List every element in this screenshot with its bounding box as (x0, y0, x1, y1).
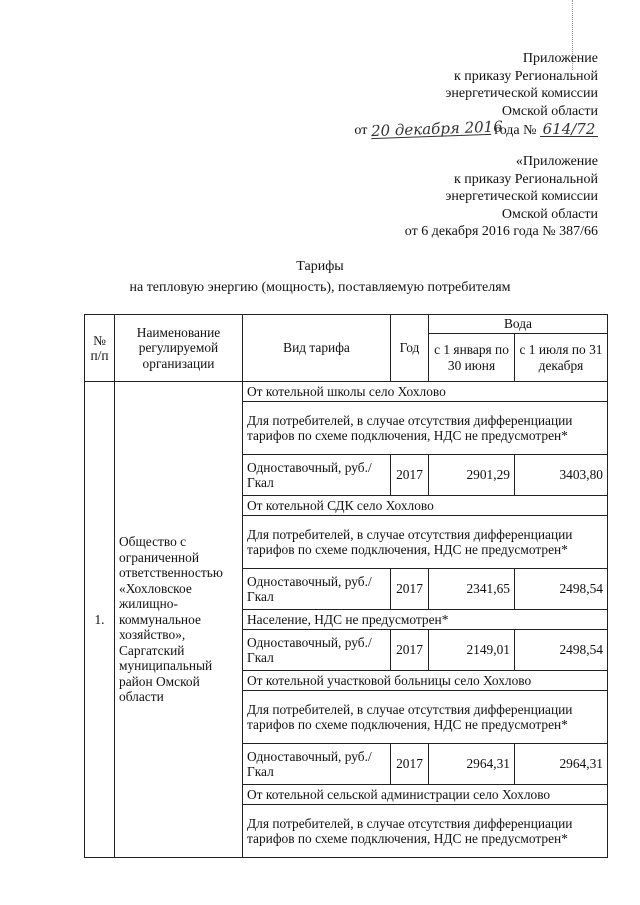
organization-name: Общество с ограниченной ответственностью «Хохловское жилищно-коммунальное хозяйство», Саргатский муниципальный район Омской области (115, 382, 243, 858)
section-heading: Для потребителей, в случае отсутствия дифференциации тарифов по схеме подключения, НДС не предусмотрен* (243, 516, 608, 569)
prev-line-4: Омской области (501, 206, 598, 222)
previous-appendix-header (405, 153, 598, 241)
appendix-line-4: Омской области (501, 103, 598, 119)
handwritten-date: 20 декабря 2016 (370, 117, 503, 141)
year-cell: 2017 (391, 630, 429, 671)
tariff-value-period-2: 3403,80 (515, 455, 608, 496)
appendix-from: от (354, 123, 368, 138)
appendix-line-3: энергетической комиссии (445, 86, 598, 101)
year-cell: 2017 (391, 455, 429, 496)
table-row (85, 382, 608, 402)
section-heading: Для потребителей, в случае отсутствия дифференциации тарифов по схеме подключения, НДС не предусмотрен* (243, 402, 608, 455)
tariff-value-period-1: 2901,29 (429, 455, 515, 496)
year-cell: 2017 (391, 569, 429, 610)
tariff-value-period-2: 2964,31 (515, 744, 608, 785)
header-year: Год (391, 315, 429, 382)
header-period-2: с 1 июля по 31 декабря (515, 334, 608, 382)
section-heading: От котельной сельской администрации село Хохлово (243, 785, 608, 805)
tariff-type-cell: Одноставочный, руб./Гкал (243, 569, 391, 610)
section-heading: От котельной участковой больницы село Хохлово (243, 671, 608, 691)
prev-line-2: к приказу Региональной (453, 171, 598, 187)
appendix-header (354, 50, 598, 140)
section-heading: Население, НДС не предусмотрен* (243, 610, 608, 630)
prev-line-1: «Приложение (515, 154, 598, 169)
prev-line-5: от 6 декабря 2016 года № 387/66 (404, 224, 598, 239)
tariff-type-cell: Одноставочный, руб./Гкал (243, 455, 391, 496)
header-tariff-type: Вид тарифа (243, 315, 391, 382)
tariff-value-period-2: 2498,54 (515, 630, 608, 671)
header-period-1: с 1 января по 30 июня (429, 334, 515, 382)
tariff-table (84, 314, 608, 858)
header-water: Вода (429, 315, 608, 334)
tariff-type-cell: Одноставочный, руб./Гкал (243, 744, 391, 785)
section-heading: Для потребителей, в случае отсутствия дифференциации тарифов по схеме подключения, НДС не предусмотрен* (243, 691, 608, 744)
header-number: № п/п (85, 315, 115, 382)
document-subtitle: на тепловую энергию (мощность), поставляемую потребителям (129, 280, 511, 295)
appendix-year-no: года № (494, 123, 537, 138)
handwritten-number: 614/72 (540, 122, 598, 137)
tariff-value-period-1: 2964,31 (429, 744, 515, 785)
tariff-value-period-2: 2498,54 (515, 569, 608, 610)
document-title: Тарифы (296, 259, 344, 274)
section-heading: От котельной школы село Хохлово (243, 382, 608, 402)
header-organization: Наименование регулируемой организации (115, 315, 243, 382)
prev-line-3: энергетической комиссии (445, 189, 598, 204)
row-number: 1. (85, 382, 115, 858)
tariff-type-cell: Одноставочный, руб./Гкал (243, 630, 391, 671)
tariff-value-period-1: 2149,01 (429, 630, 515, 671)
appendix-date-line (354, 117, 598, 141)
appendix-line-1: Приложение (522, 51, 598, 66)
tariff-table-body (85, 382, 608, 858)
section-heading: Для потребителей, в случае отсутствия дифференциации тарифов по схеме подключения, НДС не предусмотрен* (243, 805, 608, 858)
appendix-line-2: к приказу Региональной (453, 68, 598, 84)
section-heading: От котельной СДК село Хохлово (243, 496, 608, 516)
tariff-value-period-1: 2341,65 (429, 569, 515, 610)
year-cell: 2017 (391, 744, 429, 785)
